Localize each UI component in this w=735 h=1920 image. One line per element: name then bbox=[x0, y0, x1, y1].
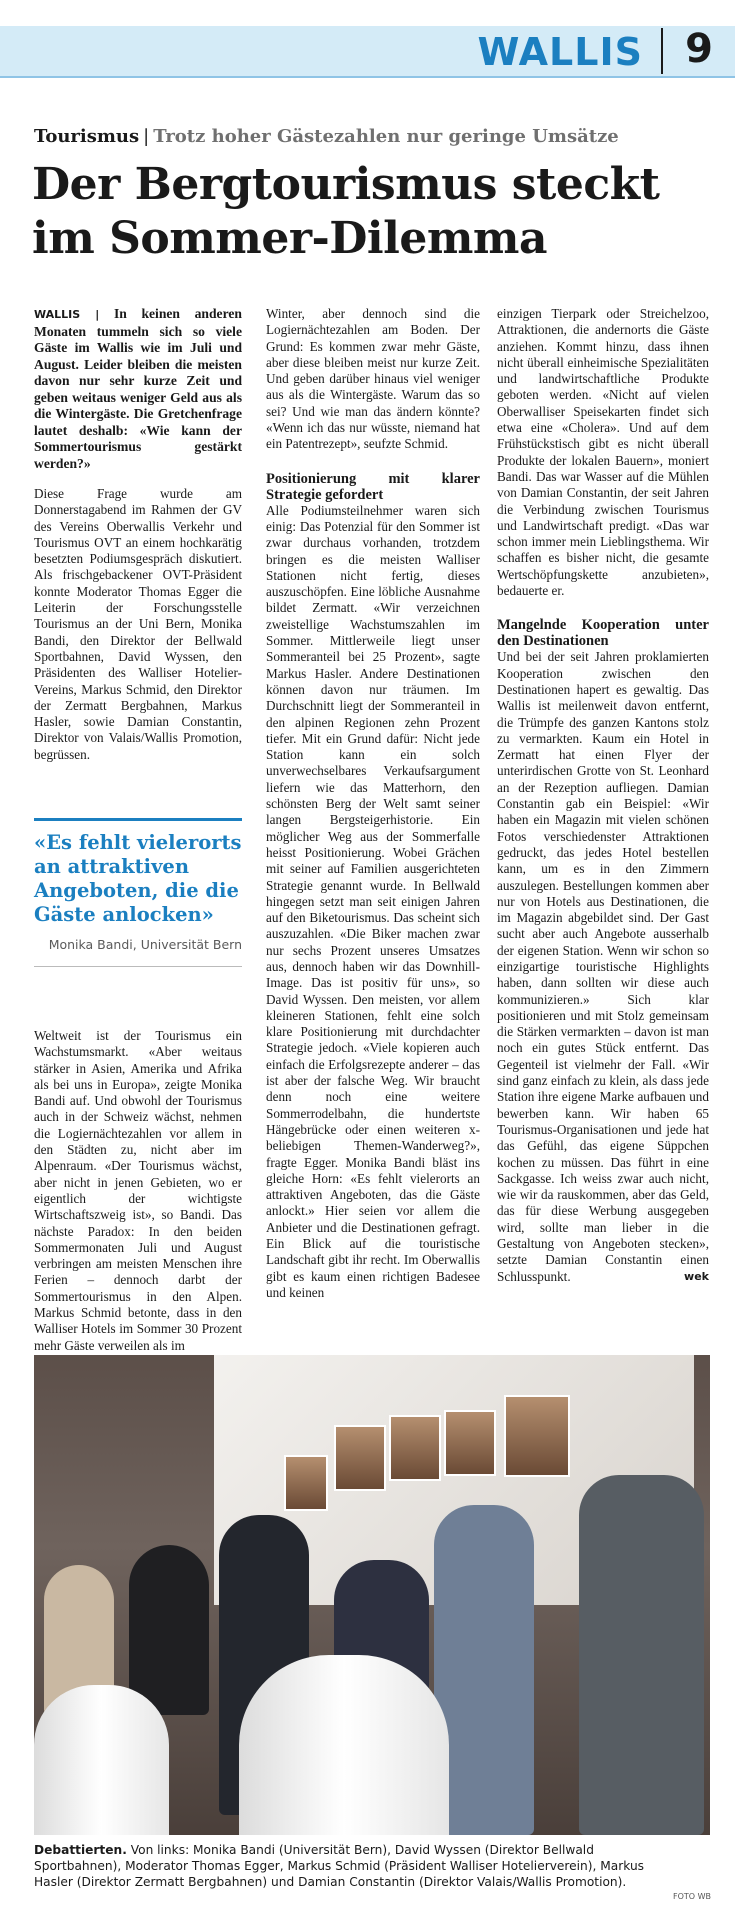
panelist-figure bbox=[129, 1545, 209, 1715]
subheading: Mangelnde Kooperation unter den Destinationen bbox=[497, 617, 709, 650]
pull-quote bbox=[34, 818, 242, 967]
bar-table bbox=[239, 1655, 449, 1835]
body-paragraph: einzigen Tierpark oder Streichelzoo, Attraktionen, die andernorts die Gäste anziehen. Kommt hinzu, dass ihnen nicht überall einheimische Spezialitäten und landwirtschaftliche Produkte geboten werden. «Nicht auf vielen Oberwalliser Speisekarten findet sich etwa eine «Cholera». Und auf dem Frühstückstisch gibt es nicht überall Produkte der lokalen Bauern», moniert Bandi. Das war Wasser auf die Mühlen von Damian Constantin, der seit Jahren die Verbindung zwischen Tourismus und Landwirtschaft predigt. «Das war schon immer mein Lieblingsthema. Wir schaffen es bisher nicht, die gesamte Wertschöpfungskette anzubieten», bedauerte er. bbox=[497, 306, 709, 599]
rubric-subtitle: Trotz hoher Gästezahlen nur geringe Umsätze bbox=[153, 126, 619, 147]
dateline: WALLIS | bbox=[34, 308, 100, 321]
portrait-image bbox=[504, 1395, 570, 1477]
bar-table bbox=[34, 1685, 169, 1835]
body-paragraph: Diese Frage wurde am Donnerstagabend im Rahmen der GV des Vereins Oberwallis Verkehr und Tourismus OVT an einem hochkarätig besetzten Podiumsgespräch diskutiert. Als frischgebackener OVT-Präsident konnte Moderator Thomas Egger die Leiterin der Forschungsstelle Tourismus an der Uni Bern, Monika Bandi, den Direktor der Bellwald Sportbahnen, David Wyssen, den Präsidenten des Walliser Hotelier-Vereins, Markus Schmid, den Direktor der Zermatt Bergbahnen, Markus Hasler, sowie Damian Constantin, Direktor von Valais/Wallis Promotion, begrüssen. bbox=[34, 486, 242, 762]
body-paragraph: Alle Podiumsteilnehmer waren sich einig: Das Potenzial für den Sommer ist zwar durchaus vorhanden, trotzdem bringen es die meisten Walliser Stationen nicht fertig, dieses auszuschöpfen. Eine löbliche Ausnahme bildet Zermatt. «Wir verzeichnen zweistellige Wachstumszahlen im Sommer. Mittlerweile liegt unser Sommeranteil bei 25 Prozent», sagte Markus Hasler. Andere Destinationen können davon nur träumen. Im Durchschnitt liegt der Sommeranteil in den alpinen Regionen zehn Prozent tiefer. Mit ein Grund dafür: Nicht jede Station kann ein solch unverwechselbares Verkaufsargument liefern wie das Matterhorn, den schönsten Berg der Welt samt seiner langen Bergsteigerhistorie. Ein möglicher Weg aus der Sommerfalle heisst Positionierung. Wobei Grächen mit seiner auf Familien ausgerichteten Strategie genannt wurde. In Bellwald hingegen setzt man seit einigen Jahren auf den Biketourismus. Das scheint sich auszuzahlen. «Die Biker machen zwar nur sechs Prozent unseres Umsatzes aus, dennoch haben wir das Downhill-Image. Das ist positiv für uns», so David Wyssen. Den meisten, vor allem kleineren Stationen, fehlt eine solch klare Positionierung mit durchdachter Strategie jedoch. «Viele kopieren auch einfach die Erfolgsrezepte anderer – das ist aber der falsche Weg. Wir braucht denn noch eine weitere Sommerrodelbahn, die hundertste Hängebrücke oder einen weiteren x-beliebigen Themen-Wanderweg?», fragte Egger. Monika Bandi bläst ins gleiche Horn: «Es fehlt vielerorts an attraktiven Angeboten, das die Gäste anlockt.» Hier seien vor allem die Anbieter und die Destinationen gefragt. Ein Blick auf die touristische Landschaft gibt ihr recht. Im Oberwallis gibt es kaum einen richtigen Badesee und keinen bbox=[266, 502, 480, 1300]
photo-credit: FOTO WB bbox=[672, 1892, 711, 1901]
body-paragraph: Weltweit ist der Tourismus ein Wachstumsmarkt. «Aber weitaus stärker in Asien, Amerika und Afrika als bei uns in Europa», zeigte Monika Bandi auf. Und obwohl der Tourismus auch in der Schweiz wächst, nehmen die Logiernächtezahlen vor allem in den Städten zu, nicht aber im Alpenraum. «Der Tourismus wächst, aber nicht in jenen Gebieten, wo er eigentlich der wichtigste Wirtschaftszweig ist», so Bandi. Das nächste Paradox: In den beiden Sommermonaten Juli und August verbringen am meisten Menschen ihre Ferien – dennoch darbt der Sommertourismus in den Alpen. Markus Schmid betonte, dass in den Walliser Hotels im Sommer 30 Prozent mehr Gäste verweilen als im bbox=[34, 1028, 242, 1353]
article-column-3 bbox=[497, 306, 709, 1285]
pull-quote-rule bbox=[34, 966, 242, 967]
pull-quote-author: Monika Bandi, Universität Bern bbox=[48, 937, 242, 952]
caption-lead: Debattierten. bbox=[34, 1843, 127, 1857]
article-column-1 bbox=[34, 306, 242, 763]
portrait-image bbox=[444, 1410, 496, 1476]
body-text: Und bei der seit Jahren proklamierten Kooperation zwischen den Destinationen hapert es gewaltig. Das Wallis ist meilenweit davon entfernt, die Trümpfe des ganzen Kantons stolz zu vermarkten. Kaum ein Hotel in Zermatt hat einen Flyer der unterirdischen Grotte von St. Leonhard an der Rezeption aufliegen. Damian Constantin gab ein Beispiel: «Wir haben ein Magazin mit vielen schönen Fotos verschiedenster Attraktionen gedruckt, das jedes Hotel bestellen kann, um es in den Zimmern auszulegen. Bestellungen kommen aber nur von Hotels aus Destinationen, die im Magazin abgebildet sind. Der Gast sucht aber auch Angebote ausserhalb der eigenen Station. Wenn wir schon so einzigartige touristische Highlights haben, dann sollten wir diese auch kommunizieren.» Sich klar positionieren und mit Stolz gemeinsam die Stärken vermarkten – davon ist man noch ein gutes Stück entfernt. Das Gegenteil ist vielmehr der Fall. «Wir sind ganz einfach zu klein, als dass jede Station ihre eigene Marke aufbauen und bewerben kann. Wir haben 65 Tourismus-Organisationen und jede hat das Gefühl, das eigene Süppchen kochen zu müssen. Das führt in eine Sackgasse. Ich weiss zwar auch nicht, wie wir da rauskommen, aber das Geld, das für diese Werbung ausgegeben wird, sollte man lieber in die Gestaltung von Angeboten stecken», setzte Damian Constantin einen Schlusspunkt. bbox=[497, 649, 709, 1284]
subheading: Positionierung mit klarer Strategie gefordert bbox=[266, 470, 480, 503]
article-column-1-continued bbox=[34, 1028, 242, 1354]
rubric-separator: | bbox=[143, 126, 150, 147]
body-paragraph bbox=[497, 649, 709, 1285]
section-header bbox=[0, 26, 735, 78]
rubric-topic: Tourismus bbox=[34, 126, 140, 147]
page-number: 9 bbox=[685, 26, 713, 72]
article-headline: Der Bergtourismus steckt im Sommer-Dilemma bbox=[32, 159, 660, 264]
author-initials: wek bbox=[684, 1269, 709, 1283]
article-photo bbox=[34, 1355, 710, 1835]
photo-caption bbox=[34, 1842, 674, 1890]
article-column-2 bbox=[266, 306, 480, 1301]
panelist-figure bbox=[579, 1475, 704, 1835]
lead-text: In keinen anderen Monaten tummeln sich so viele Gäste im Wallis wie im Juli und August. Leider bleiben die meisten davon nur sehr kurze Zeit und geben weitaus weniger Geld aus als die Wintergäste. Die Gretchenfrage lautet deshalb: «Wie kann der Sommertourismus gestärkt werden?» bbox=[34, 306, 242, 471]
panelist-figure bbox=[434, 1505, 534, 1835]
article-lead bbox=[34, 306, 242, 472]
pull-quote-text: «Es fehlt vielerorts an attraktiven Angeboten, die die Gäste anlocken» bbox=[34, 831, 242, 926]
caption-text: Von links: Monika Bandi (Universität Bern), David Wyssen (Direktor Bellwald Sportbahnen), Moderator Thomas Egger, Markus Schmid (Präsident Walliser Hotelierverein), Markus Hasler (Direktor Zermatt Bergbahnen) und Damian Constantin (Direktor Valais/Wallis Promotion). bbox=[34, 1843, 645, 1889]
portrait-image bbox=[334, 1425, 386, 1491]
portrait-image bbox=[389, 1415, 441, 1481]
header-divider bbox=[661, 28, 663, 74]
section-title: WALLIS bbox=[477, 30, 643, 74]
portrait-image bbox=[284, 1455, 328, 1511]
body-paragraph: Winter, aber dennoch sind die Logiernächtezahlen am Boden. Der Grund: Es kommen zwar mehr Gäste, aber diese bleiben meist nur kurze Zeit. Und geben darüber hinaus viel weniger aus als die Wintergäste. Warum das so sei? Und wie man das ändern könnte? «Wenn ich das nur wüsste, niemand hat ein Patentrezept», seufzte Schmid. bbox=[266, 306, 480, 452]
article-rubric bbox=[34, 126, 619, 147]
